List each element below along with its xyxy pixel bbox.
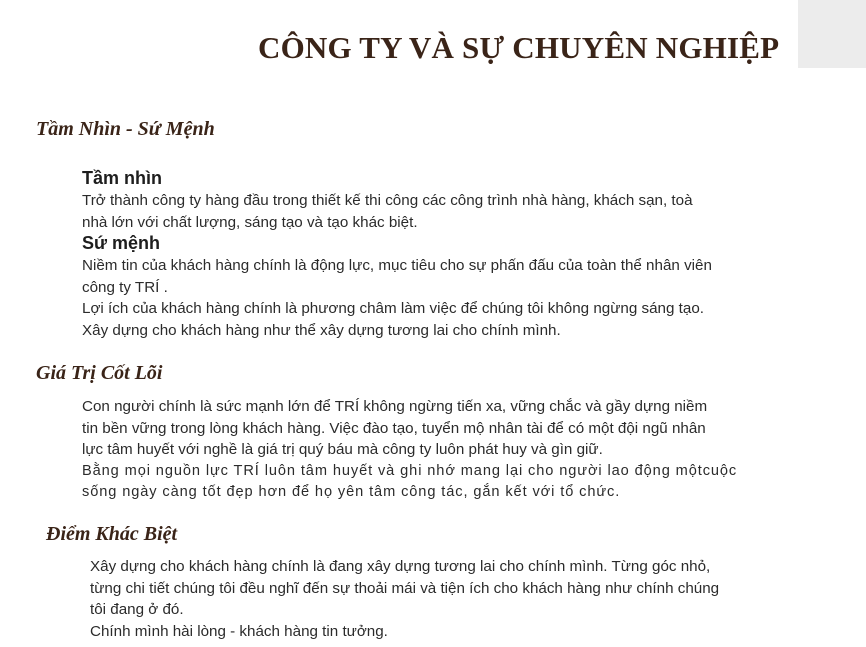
core-values-line: Con người chính là sức mạnh lớn để TRÍ không ngừng tiến xa, vững chắc và gầy dựng niềm: [82, 398, 708, 415]
section-heading-difference: Điểm Khác Biệt: [46, 523, 178, 545]
mission-line: công ty TRÍ .: [82, 278, 168, 296]
difference-line: Chính mình hài lòng - khách hàng tin tưởng.: [90, 622, 388, 640]
difference-line: tôi đang ở đó.: [90, 601, 184, 618]
mission-line: Lợi ích của khách hàng chính là phương châm làm việc để chúng tôi không ngừng sáng tạo.: [82, 300, 704, 317]
core-values-line: Bằng mọi nguồn lực TRÍ luôn tâm huyết và ghi nhớ mang lại cho người lao động mộtcuộc: [82, 462, 738, 479]
difference-line: từng chi tiết chúng tôi đều nghĩ đến sự thoải mái và tiện ích cho khách hàng như chính chúng: [90, 579, 720, 597]
difference-paragraph: [90, 556, 719, 642]
difference-line: Xây dựng cho khách hàng chính là đang xây dựng tương lai cho chính mình. Từng góc nhỏ,: [90, 558, 711, 575]
core-values-line: tin bền vững trong lòng khách hàng. Việc đào tạo, tuyển mộ nhân tài để có một đội ngũ nhân: [82, 419, 706, 437]
corner-decoration: [798, 0, 866, 68]
vision-paragraph: [82, 190, 693, 233]
page-title: CÔNG TY VÀ SỰ CHUYÊN NGHIỆP: [258, 30, 780, 65]
core-values-line: lực tâm huyết với nghề là giá trị quý báu mà công ty luôn phát huy và gìn giữ.: [82, 441, 603, 458]
mission-line: Xây dựng cho khách hàng như thể xây dựng tương lai cho chính mình.: [82, 321, 561, 339]
vision-line: nhà lớn với chất lượng, sáng tạo và tạo khác biệt.: [82, 213, 418, 231]
section-heading-vision-mission: Tầm Nhìn - Sứ Mệnh: [36, 118, 215, 140]
section-heading-core-values: Giá Trị Cốt Lõi: [36, 362, 163, 384]
subheading-mission: Sứ mệnh: [82, 233, 161, 253]
subheading-vision: Tầm nhìn: [82, 168, 162, 188]
core-values-line: sống ngày càng tốt đẹp hơn để họ yên tâm công tác, gắn kết với tổ chức.: [82, 484, 621, 500]
core-values-paragraph: [82, 396, 737, 504]
vision-line: Trở thành công ty hàng đầu trong thiết kế thi công các công trình nhà hàng, khách sạn, toà: [82, 192, 693, 209]
mission-line: Niềm tin của khách hàng chính là động lực, mục tiêu cho sự phấn đấu của toàn thể nhân viên: [82, 257, 712, 274]
mission-paragraph: [82, 255, 712, 341]
